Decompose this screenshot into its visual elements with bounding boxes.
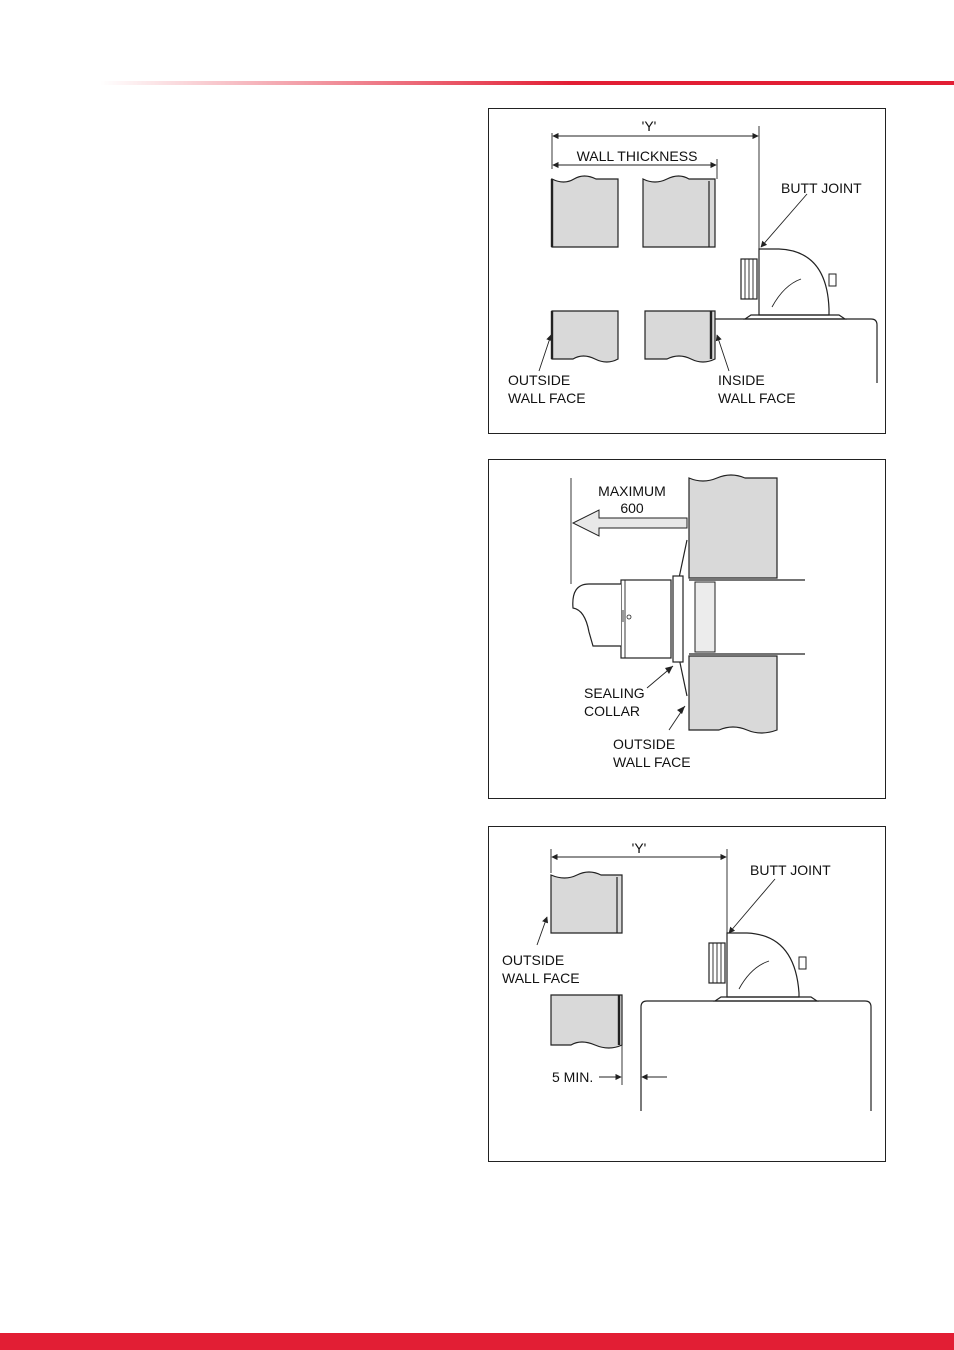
y-dimension-label: 'Y' — [631, 840, 647, 856]
maximum-value-label: 600 — [620, 500, 644, 516]
wall-thickness-label: WALL THICKNESS — [576, 148, 698, 164]
outside-face-label-1: OUTSIDE — [613, 736, 676, 752]
outside-wall-upper — [551, 872, 622, 933]
butt-joint-leader — [761, 194, 807, 247]
wall-upper — [689, 475, 777, 578]
five-min-label: 5 MIN. — [552, 1069, 594, 1085]
sealing-collar — [673, 576, 683, 662]
inside-face-label-2: WALL FACE — [718, 390, 796, 406]
inside-face-leader — [717, 335, 729, 371]
outside-face-leader — [537, 917, 547, 945]
outside-wall-lower — [552, 311, 618, 362]
inside-wall-upper — [643, 176, 715, 247]
flue-elbow-icon — [709, 933, 817, 1001]
outside-wall-upper — [552, 176, 618, 247]
figure-1-drawing — [489, 109, 885, 433]
figure-y-5-min — [488, 826, 886, 1162]
inside-wall-lower — [645, 311, 715, 362]
butt-joint-leader — [729, 879, 775, 933]
maximum-label: MAXIMUM — [598, 483, 666, 499]
header-rule — [100, 81, 954, 85]
outside-face-leader — [539, 335, 551, 371]
outside-face-label-1: OUTSIDE — [502, 952, 565, 968]
inside-face-label-1: INSIDE — [718, 372, 765, 388]
figure-3-drawing — [489, 827, 885, 1161]
butt-joint-label: BUTT JOINT — [781, 180, 862, 196]
figure-2-drawing — [489, 460, 885, 798]
flue-elbow-icon — [741, 249, 845, 319]
footer-bar — [0, 1333, 954, 1350]
flue-tube-in-wall — [695, 582, 715, 652]
figure-maximum-600 — [488, 459, 886, 799]
flue-terminal-icon — [573, 580, 671, 658]
outside-face-label-2: WALL FACE — [502, 970, 580, 986]
boiler-outline — [641, 1001, 871, 1111]
sealing-collar-label-2: COLLAR — [584, 703, 641, 719]
sealing-collar-label-1: SEALING — [584, 685, 645, 701]
outside-face-label-2: WALL FACE — [613, 754, 691, 770]
outside-face-label-2: WALL FACE — [508, 390, 586, 406]
wall-lower — [689, 656, 777, 733]
outside-face-label-1: OUTSIDE — [508, 372, 571, 388]
butt-joint-label: BUTT JOINT — [750, 862, 831, 878]
figure-wall-thickness-y — [488, 108, 886, 434]
outside-wall-lower — [551, 995, 622, 1048]
y-dimension-label: 'Y' — [641, 118, 657, 134]
